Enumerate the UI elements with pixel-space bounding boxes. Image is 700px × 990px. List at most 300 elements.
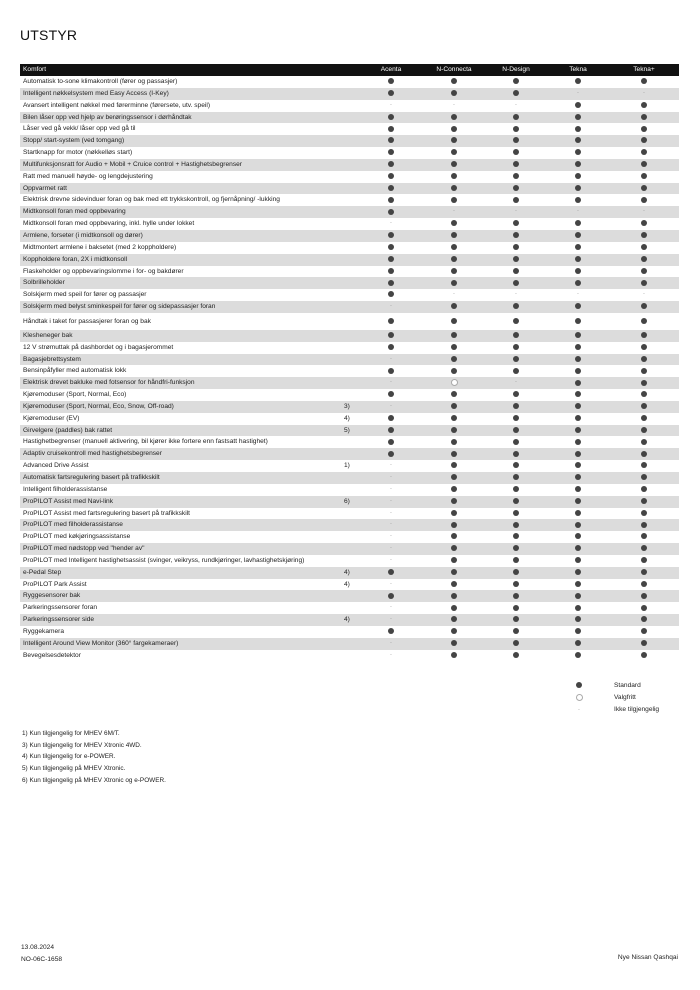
table-row [20,112,679,124]
filled-dot-icon [388,332,394,338]
availability-cell [434,230,474,242]
filled-dot-icon [575,415,581,421]
filled-dot-icon [575,569,581,575]
filled-dot-icon [513,318,519,324]
filled-dot-icon [451,403,457,409]
availability-cell [558,194,598,206]
filled-dot-icon [575,78,581,84]
open-circle-icon [451,379,458,386]
availability-cell [624,301,664,313]
filled-dot-icon [641,268,647,274]
table-row [20,496,679,508]
availability-cell [496,254,536,266]
table-row [20,508,679,520]
availability-cell [624,183,664,195]
availability-cell [558,579,598,591]
availability-cell [496,650,536,662]
filled-dot-icon [388,391,394,397]
availability-cell [434,342,474,354]
filled-dot-icon [451,593,457,599]
filled-dot-icon [575,173,581,179]
availability-cell [371,650,411,663]
filled-dot-icon [451,303,457,309]
filled-dot-icon [451,137,457,143]
filled-dot-icon [451,439,457,445]
filled-dot-icon [641,391,647,397]
filled-dot-icon [513,78,519,84]
dash-icon: - [453,291,455,298]
availability-cell [371,555,411,568]
feature-label: Intelligent Around View Monitor (360° fargekameraer) [23,639,179,647]
filled-dot-icon [513,522,519,528]
feature-label: Midtkonsoll foran med oppbevaring [23,208,126,216]
filled-dot-icon [575,545,581,551]
availability-cell [434,602,474,614]
availability-cell [496,377,536,390]
availability-cell [434,76,474,88]
table-row [20,266,679,278]
filled-dot-icon [513,356,519,362]
filled-dot-icon [513,569,519,575]
filled-dot-icon [513,415,519,421]
availability-cell [558,508,598,520]
feature-label: ProPILOT med Intelligent hastighetsassist (svinger, veikryss, rundkjøringer, lavhastighetskjøring) [23,556,305,564]
feature-label: Elektrisk drevet bakluke med fotsensor for håndfri-funksjon [23,379,195,387]
filled-dot-icon [641,533,647,539]
column-header: N-Design [502,66,530,73]
filled-dot-icon [388,368,394,374]
availability-cell [624,460,664,472]
filled-dot-icon [388,161,394,167]
availability-cell [371,484,411,497]
dash-icon: - [643,208,645,215]
availability-cell [624,401,664,413]
availability-cell [558,147,598,159]
dash-icon: - [643,291,645,298]
feature-label: Flaskeholder og oppbevaringslomme i for- og bakdører [23,267,184,275]
availability-cell [496,206,536,219]
availability-cell [371,88,411,100]
feature-label: ProPILOT Park Assist [23,580,87,588]
table-row [20,242,679,254]
filled-dot-icon [575,232,581,238]
legend [570,680,680,716]
filled-dot-icon [513,280,519,286]
table-row [20,342,679,354]
availability-cell [558,171,598,183]
table-row [20,123,679,135]
filled-dot-icon [575,137,581,143]
table-row [20,183,679,195]
availability-cell [624,76,664,88]
table-row [20,254,679,266]
dash-icon: - [390,402,392,409]
availability-cell [371,301,411,314]
availability-cell [624,448,664,460]
availability-cell [496,519,536,531]
availability-cell [496,218,536,230]
dash-icon: - [390,379,392,386]
availability-cell [624,123,664,135]
availability-cell [496,472,536,484]
availability-cell [496,171,536,183]
filled-dot-icon [513,533,519,539]
filled-dot-icon [388,209,394,215]
filled-dot-icon [451,498,457,504]
filled-dot-icon [575,268,581,274]
filled-dot-icon [575,344,581,350]
filled-dot-icon [641,545,647,551]
filled-dot-icon [388,197,394,203]
filled-dot-icon [641,605,647,611]
availability-cell [371,266,411,278]
page-title: UTSTYR [20,27,78,43]
availability-cell [558,567,598,579]
availability-cell [624,100,664,112]
availability-cell [558,206,598,219]
availability-cell [434,579,474,591]
availability-cell [496,342,536,354]
availability-cell [371,425,411,437]
availability-cell [371,218,411,231]
availability-cell [496,531,536,543]
table-row [20,590,679,602]
feature-label: Bagasjebrettsystem [23,355,81,363]
filled-dot-icon [388,114,394,120]
availability-cell [558,266,598,278]
filled-dot-icon [575,185,581,191]
filled-dot-icon [388,628,394,634]
filled-dot-icon [513,303,519,309]
availability-cell [624,626,664,638]
availability-cell [371,638,411,651]
feature-label: Hastighetbegrenser (manuell aktivering, bil kjører ikke fortere enn fastsatt hastighet) [23,438,268,446]
availability-cell [496,123,536,135]
availability-cell [371,100,411,113]
filled-dot-icon [575,510,581,516]
availability-cell [624,413,664,425]
filled-dot-icon [575,498,581,504]
filled-dot-icon [641,356,647,362]
availability-cell [558,254,598,266]
availability-cell [496,579,536,591]
availability-cell [496,147,536,159]
availability-cell [624,218,664,230]
availability-cell [624,496,664,508]
filled-dot-icon [451,220,457,226]
table-row [20,159,679,171]
feature-label: Parkeringssensorer side [23,616,95,624]
availability-cell [558,484,598,496]
availability-cell [434,277,474,289]
availability-cell [558,112,598,124]
table-row [20,206,679,218]
table-row [20,567,679,579]
table-row [20,555,679,567]
availability-cell [371,389,411,401]
availability-cell [434,567,474,579]
availability-cell [371,508,411,521]
table-row [20,218,679,230]
availability-cell [496,313,536,330]
availability-cell [558,277,598,289]
availability-cell [496,100,536,113]
availability-cell [558,76,598,88]
availability-cell [371,519,411,532]
table-row [20,543,679,555]
filled-dot-icon [641,451,647,457]
footnote: 4) Kun tilgjengelig for e-POWER. [22,753,116,761]
dash-icon: - [515,208,517,215]
filled-dot-icon [513,451,519,457]
feature-label: ProPILOT med køkjøringsassistanse [23,533,131,541]
filled-dot-icon [641,161,647,167]
dash-icon: - [643,89,645,96]
availability-cell [371,436,411,448]
filled-dot-icon [641,256,647,262]
feature-label: Midtkonsoll foran med oppbevaring, inkl. hylle under lokket [23,220,195,228]
availability-cell [624,602,664,614]
filled-dot-icon [451,161,457,167]
availability-cell [496,266,536,278]
availability-cell [371,183,411,195]
availability-cell [496,301,536,313]
availability-cell [434,159,474,171]
filled-dot-icon [575,616,581,622]
filled-dot-icon [575,303,581,309]
filled-dot-icon [451,533,457,539]
table-row [20,472,679,484]
legend-label: Valgfritt [614,694,636,701]
filled-dot-icon [575,628,581,634]
filled-dot-icon [388,149,394,155]
filled-dot-icon [451,415,457,421]
filled-dot-icon [575,391,581,397]
filled-dot-icon [388,244,394,250]
availability-cell [434,112,474,124]
availability-cell [624,555,664,567]
table-row [20,194,679,206]
filled-dot-icon [513,220,519,226]
availability-cell [558,242,598,254]
availability-cell [371,460,411,473]
availability-cell [434,543,474,555]
footnote: 6) Kun tilgjengelig på MHEV Xtronic og e-POWER. [22,776,166,784]
filled-dot-icon [513,391,519,397]
availability-cell [371,206,411,218]
filled-dot-icon [641,652,647,658]
filled-dot-icon [451,126,457,132]
feature-label: Automatisk fartsregulering basert på trafikkskilt [23,474,160,481]
availability-cell [434,254,474,266]
availability-cell [558,354,598,366]
availability-cell [434,171,474,183]
table-row [20,448,679,460]
availability-cell [624,436,664,448]
dash-icon: - [390,604,392,611]
availability-cell [434,100,474,113]
availability-cell [371,194,411,206]
availability-cell [558,650,598,662]
filled-dot-icon [513,486,519,492]
filled-dot-icon [641,403,647,409]
availability-cell [371,159,411,171]
filled-dot-icon [451,462,457,468]
dash-icon: - [390,101,392,108]
filled-dot-icon [388,318,394,324]
footer-date: 13.08.2024 [21,944,55,951]
availability-cell [371,342,411,354]
filled-dot-icon [451,244,457,250]
filled-dot-icon [451,628,457,634]
filled-dot-icon [641,380,647,386]
feature-label: ProPILOT Assist med Navi-link [23,497,114,505]
filled-dot-icon [641,593,647,599]
filled-dot-icon [513,557,519,563]
feature-label: ProPILOT Assist med fartsregulering basert på trafikkskilt [23,509,190,517]
table-row [20,389,679,401]
availability-cell [371,590,411,602]
filled-dot-icon [388,137,394,143]
filled-dot-icon [641,280,647,286]
dash-icon: - [577,291,579,298]
feature-label: Adaptiv cruisekontroll med hastighetsbegrenser [23,450,162,458]
filled-dot-icon [641,173,647,179]
filled-dot-icon [641,557,647,563]
availability-cell [558,218,598,230]
filled-dot-icon [575,356,581,362]
availability-cell [496,389,536,401]
availability-cell [558,123,598,135]
filled-dot-icon [641,628,647,634]
filled-dot-icon [641,78,647,84]
availability-cell [496,590,536,602]
filled-dot-icon [451,149,457,155]
legend-item [570,704,680,716]
filled-dot-icon [575,451,581,457]
availability-cell [624,650,664,662]
filled-dot-icon [641,232,647,238]
filled-dot-icon [513,256,519,262]
dash-icon: - [390,521,392,528]
table-row [20,330,679,342]
availability-cell [624,242,664,254]
filled-dot-icon [513,197,519,203]
availability-cell [558,531,598,543]
availability-cell [434,389,474,401]
filled-dot-icon [641,126,647,132]
availability-cell [371,496,411,509]
feature-label: Automatisk to-sone klimakontroll (fører og passasjer) [23,78,178,85]
footnote-ref: 3) [344,402,350,410]
availability-cell [434,289,474,302]
availability-cell [434,194,474,206]
column-header: Acenta [380,66,402,73]
feature-label: Kjøremoduser (Sport, Normal, Eco, Snow, Off-road) [23,402,174,410]
availability-cell [496,289,536,302]
filled-dot-icon [575,256,581,262]
filled-dot-icon [575,220,581,226]
filled-dot-icon [388,569,394,575]
availability-cell [371,147,411,159]
availability-cell [371,614,411,627]
availability-cell [434,436,474,448]
filled-dot-icon [641,102,647,108]
availability-cell [434,401,474,413]
filled-dot-icon [451,256,457,262]
filled-dot-icon [451,197,457,203]
filled-dot-icon [575,318,581,324]
availability-cell [624,135,664,147]
table-row [20,401,679,413]
availability-cell [434,508,474,520]
availability-cell [624,508,664,520]
feature-label: Solbrilleholder [23,279,65,287]
filled-dot-icon [451,318,457,324]
footnote-ref: 4) [344,568,350,576]
filled-dot-icon [451,78,457,84]
availability-cell [434,354,474,366]
filled-dot-icon [388,78,394,84]
filled-dot-icon [513,173,519,179]
availability-cell [496,496,536,508]
filled-dot-icon [575,244,581,250]
filled-dot-icon [513,510,519,516]
availability-cell [371,123,411,135]
dash-icon: - [390,651,392,658]
dash-icon: - [390,474,392,480]
availability-cell [371,171,411,183]
filled-dot-icon [575,197,581,203]
availability-cell [371,413,411,425]
filled-dot-icon [451,616,457,622]
filled-dot-icon [513,332,519,338]
availability-cell [496,277,536,289]
legend-symbol [574,692,584,704]
filled-dot-icon [575,149,581,155]
filled-dot-icon [513,605,519,611]
availability-cell [434,123,474,135]
availability-cell [371,579,411,592]
availability-cell [496,88,536,100]
availability-cell [496,401,536,413]
availability-cell [558,389,598,401]
filled-dot-icon [641,640,647,646]
availability-cell [371,472,411,485]
feature-label: Multifunksjonsratt for Audio + Mobil + Cruice control + Hastighetsbegrenser [23,160,242,168]
feature-label: e-Pedal Step [23,568,62,576]
feature-label: Intelligent nøkkelsystem med Easy Access (I-Key) [23,89,169,97]
availability-cell [624,313,664,330]
availability-cell [496,638,536,650]
filled-dot-icon [513,581,519,587]
filled-dot-icon [575,368,581,374]
table-row [20,413,679,425]
filled-dot-icon [641,137,647,143]
filled-dot-icon [641,498,647,504]
filled-dot-icon [451,557,457,563]
filled-dot-icon [513,427,519,433]
filled-dot-icon [451,545,457,551]
availability-cell [624,194,664,206]
availability-cell [558,377,598,389]
availability-cell [434,413,474,425]
feature-label: Ryggesensorer bak [23,592,81,600]
table-row [20,171,679,183]
feature-label: Girvelgere (paddles) bak rattet [23,426,113,434]
table-row [20,100,679,112]
feature-label: Advanced Drive Assist [23,462,89,470]
